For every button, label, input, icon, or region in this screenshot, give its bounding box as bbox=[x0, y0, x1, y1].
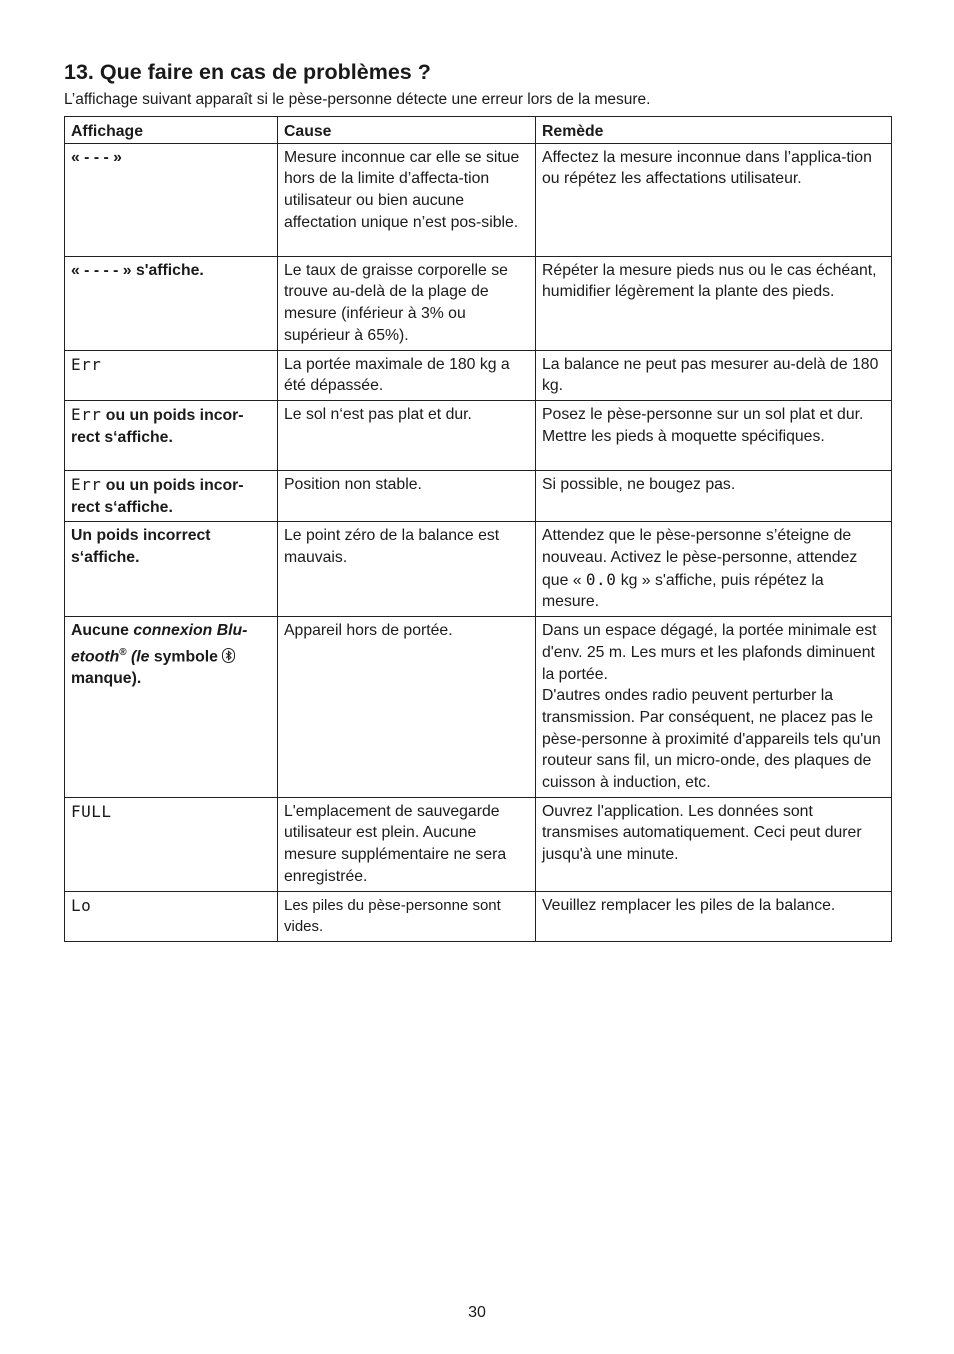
display-code: Err bbox=[71, 354, 102, 374]
remedy-cell bbox=[536, 522, 892, 617]
display-cell: « - - - » bbox=[65, 143, 278, 256]
cause-cell: Mesure inconnue car elle se situe hors de la limite d’affecta-tion utilisateur ou bien aucune affectation unique n’est pos-sible. bbox=[278, 143, 536, 256]
remedy-line: Posez le pèse-personne sur un sol plat et dur. bbox=[542, 405, 864, 423]
cause-cell: Position non stable. bbox=[278, 470, 536, 521]
display-text: symbole bbox=[153, 648, 223, 666]
display-code: Err bbox=[71, 474, 102, 494]
section-title: 13. Que faire en cas de problèmes ? bbox=[64, 60, 431, 84]
display-code: 0.0 bbox=[585, 569, 617, 589]
remedy-cell: Affectez la mesure inconnue dans l’applica-tion ou répétez les affectations utilisateur. bbox=[536, 143, 892, 256]
table-row bbox=[65, 522, 892, 617]
remedy-cell: Répéter la mesure pieds nus ou le cas échéant, humidifier légèrement la plante des pieds. bbox=[536, 256, 892, 350]
display-cell bbox=[65, 470, 278, 521]
remedy-line: Dans un espace dégagé, la portée minimale est d'env. 25 m. Les murs et les plafonds diminuent la portée. bbox=[542, 622, 877, 683]
display-cell bbox=[65, 891, 278, 941]
table-row bbox=[65, 400, 892, 470]
table-row bbox=[65, 143, 892, 256]
display-code: FULL bbox=[71, 801, 112, 821]
display-text: connexion Blu-etooth bbox=[71, 622, 248, 666]
display-cell bbox=[65, 350, 278, 400]
header-display: Affichage bbox=[65, 117, 278, 144]
table-row bbox=[65, 617, 892, 798]
cause-cell: Le taux de graisse corporelle se trouve au-delà de la plage de mesure (inférieur à 3% ou supérieur à 65%). bbox=[278, 256, 536, 350]
section-intro: L’affichage suivant apparaît si le pèse-personne détecte une erreur lors de la mesure. bbox=[64, 91, 651, 108]
display-cell: Un poids incorrect s‘affiche. bbox=[65, 522, 278, 617]
display-cell bbox=[65, 400, 278, 470]
page-number: 30 bbox=[468, 1304, 486, 1321]
remedy-line: Mettre les pieds à moquette spécifiques. bbox=[542, 427, 825, 445]
cause-cell: Appareil hors de portée. bbox=[278, 617, 536, 798]
cause-cell: La portée maximale de 180 kg a été dépassée. bbox=[278, 350, 536, 400]
display-code: Err bbox=[71, 404, 102, 424]
display-cell bbox=[65, 797, 278, 891]
display-text: ou un poids incor-rect s‘affiche. bbox=[71, 476, 244, 516]
header-remedy: Remède bbox=[536, 117, 892, 144]
display-text: ou un poids incor-rect s‘affiche. bbox=[71, 406, 244, 446]
display-text: (le bbox=[126, 648, 154, 666]
remedy-cell: Ouvrez l'application. Les données sont transmises automatiquement. Ceci peut durer jusqu'à une minute. bbox=[536, 797, 892, 891]
remedy-text: Attendez que le pèse-personne s’éteigne de nouveau. Activez le pèse-personne, attendez que « bbox=[542, 527, 858, 589]
remedy-text: kg » s'affiche, puis répétez la mesure. bbox=[542, 571, 824, 611]
header-cause: Cause bbox=[278, 117, 536, 144]
remedy-line: D'autres ondes radio peuvent perturber la transmission. Par conséquent, ne placez pas le pèse-personne à proximité d'appareils tels qu'un routeur sans fil, un micro-onde, des plaques de cuisson à induction, etc. bbox=[542, 687, 881, 792]
display-text: Aucune bbox=[71, 622, 134, 640]
display-code: Lo bbox=[71, 895, 92, 915]
remedy-cell bbox=[536, 617, 892, 798]
registered-mark: ® bbox=[119, 646, 127, 658]
table-row bbox=[65, 797, 892, 891]
cause-cell: Le sol n‘est pas plat et dur. bbox=[278, 400, 536, 470]
table-row bbox=[65, 891, 892, 941]
cause-cell: Le point zéro de la balance est mauvais. bbox=[278, 522, 536, 617]
remedy-cell bbox=[536, 400, 892, 470]
remedy-cell: Si possible, ne bougez pas. bbox=[536, 470, 892, 521]
table-header-row bbox=[65, 117, 892, 144]
cause-cell: L'emplacement de sauvegarde utilisateur est plein. Aucune mesure supplémentaire ne sera enregistrée. bbox=[278, 797, 536, 891]
display-cell: « - - - - » s'affiche. bbox=[65, 256, 278, 350]
cause-cell: Les piles du pèse-personne sont vides. bbox=[278, 891, 536, 941]
display-cell bbox=[65, 617, 278, 798]
table-row bbox=[65, 256, 892, 350]
table-row bbox=[65, 350, 892, 400]
troubleshooting-table bbox=[64, 116, 892, 942]
display-text: manque). bbox=[71, 669, 142, 687]
remedy-cell: La balance ne peut pas mesurer au-delà de 180 kg. bbox=[536, 350, 892, 400]
remedy-cell: Veuillez remplacer les piles de la balance. bbox=[536, 891, 892, 941]
table-row bbox=[65, 470, 892, 521]
bluetooth-icon bbox=[222, 648, 235, 663]
